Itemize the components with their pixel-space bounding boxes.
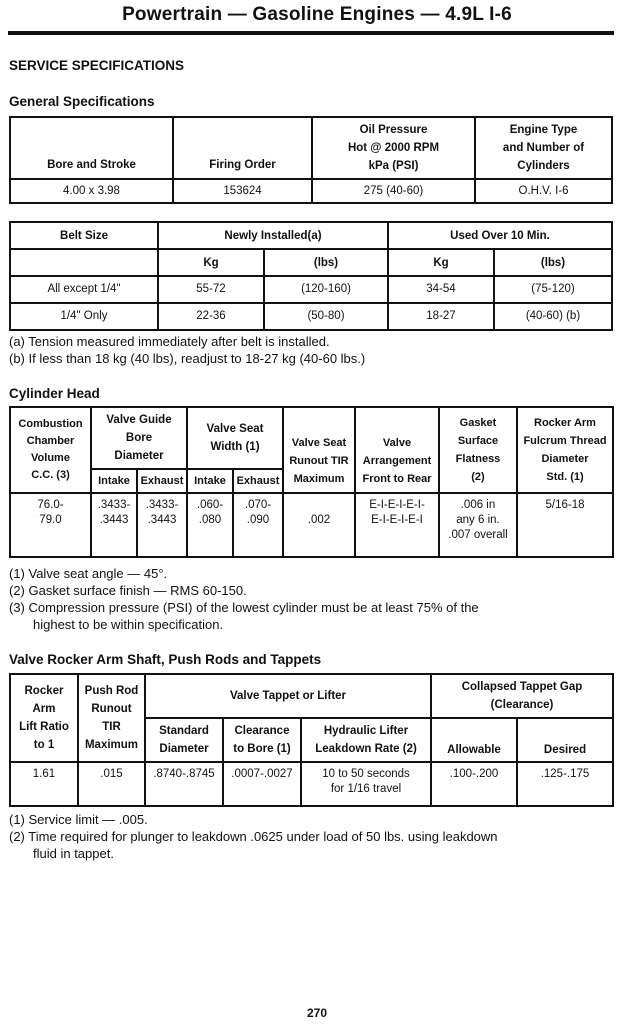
- cylinder-heading: Cylinder Head: [9, 386, 100, 401]
- header-clearance: Clearance to Bore (1): [223, 718, 301, 762]
- belt-cell: (120-160): [264, 276, 388, 303]
- belt-cell: (40-60) (b): [494, 303, 612, 330]
- page-number: 270: [306, 1006, 328, 1020]
- header-blank: [10, 249, 158, 276]
- cell-clearance: .0007-.0027: [223, 762, 301, 806]
- note-line: (2) Time required for plunger to leakdown .0625 under load of 50 lbs. using leakdown: [9, 829, 498, 844]
- header-combustion: Combustion Chamber Volume C.C. (3): [10, 407, 91, 493]
- cell-arrangement: E-I-E-I-E-I- E-I-E-I-E-I: [355, 493, 439, 557]
- cell-lift-ratio: 1.61: [10, 762, 78, 806]
- cell-engine-type: O.H.V. I-6: [475, 179, 612, 203]
- note-line: fluid in tappet.: [33, 846, 114, 861]
- cell-standard-diameter: .8740-.8745: [145, 762, 223, 806]
- cell-guide-intake: .3433- .3443: [91, 493, 137, 557]
- belt-table: [9, 221, 613, 331]
- cell-seat-exhaust: .070- .090: [233, 493, 283, 557]
- note-line: (3) Compression pressure (PSI) of the lowest cylinder must be at least 75% of the: [9, 600, 479, 615]
- cell-seat-intake: .060- .080: [187, 493, 233, 557]
- belt-cell: 22-36: [158, 303, 264, 330]
- header-firing-order: Firing Order: [173, 117, 312, 179]
- cell-firing-order: 153624: [173, 179, 312, 203]
- header-kg-new: Kg: [158, 249, 264, 276]
- cylinder-notes: [9, 565, 619, 633]
- header-desired: Desired: [517, 718, 613, 762]
- header-guide-exhaust: Exhaust: [137, 469, 187, 493]
- header-guide-intake: Intake: [91, 469, 137, 493]
- note-line: (1) Service limit — .005.: [9, 812, 148, 827]
- cell-guide-exhaust: .3433- .3443: [137, 493, 187, 557]
- header-oil-pressure: Oil Pressure Hot @ 2000 RPM kPa (PSI): [312, 117, 475, 179]
- header-runout: Valve Seat Runout TIR Maximum: [283, 407, 355, 493]
- belt-cell: 55-72: [158, 276, 264, 303]
- header-collapsed-gap: Collapsed Tappet Gap (Clearance): [431, 674, 613, 718]
- cell-combustion: 76.0- 79.0: [10, 493, 91, 557]
- note-line: (2) Gasket surface finish — RMS 60-150.: [9, 583, 247, 598]
- title-rule: [8, 31, 614, 35]
- header-lbs-used: (lbs): [494, 249, 612, 276]
- cell-runout: .002: [283, 493, 355, 557]
- belt-cell: 18-27: [388, 303, 494, 330]
- header-valve-tappet: Valve Tappet or Lifter: [145, 674, 431, 718]
- header-belt-size: Belt Size: [10, 222, 158, 249]
- cell-gasket: .006 in any 6 in. .007 overall: [439, 493, 517, 557]
- cell-push-rod: .015: [78, 762, 145, 806]
- header-standard-diameter: Standard Diameter: [145, 718, 223, 762]
- note-line: highest to be within specification.: [33, 617, 224, 632]
- note-line: (1) Valve seat angle — 45°.: [9, 566, 168, 581]
- header-valve-seat: Valve Seat Width (1): [187, 407, 283, 469]
- header-engine-type: Engine Type and Number of Cylinders: [475, 117, 612, 179]
- cell-allowable: .100-.200: [431, 762, 517, 806]
- header-seat-exhaust: Exhaust: [233, 469, 283, 493]
- header-bore-stroke: Bore and Stroke: [10, 117, 173, 179]
- header-push-rod: Push Rod Runout TIR Maximum: [78, 674, 145, 762]
- header-gasket: Gasket Surface Flatness (2): [439, 407, 517, 493]
- header-newly-installed: Newly Installed(a): [158, 222, 388, 249]
- cell-rocker-thread: 5/16-18: [517, 493, 613, 557]
- header-lift-ratio: Rocker Arm Lift Ratio to 1: [10, 674, 78, 762]
- header-kg-used: Kg: [388, 249, 494, 276]
- general-specs-table: [9, 116, 613, 204]
- rocker-notes: [9, 811, 619, 862]
- rocker-heading: Valve Rocker Arm Shaft, Push Rods and Tappets: [9, 652, 322, 667]
- belt-notes: [9, 333, 619, 367]
- header-arrangement: Valve Arrangement Front to Rear: [355, 407, 439, 493]
- note-line: (b) If less than 18 kg (40 lbs), readjust to 18-27 kg (40-60 lbs.): [9, 351, 366, 366]
- rocker-table: [9, 673, 614, 807]
- note-line: (a) Tension measured immediately after belt is installed.: [9, 334, 330, 349]
- cell-desired: .125-.175: [517, 762, 613, 806]
- header-hydraulic: Hydraulic Lifter Leakdown Rate (2): [301, 718, 431, 762]
- belt-cell: 34-54: [388, 276, 494, 303]
- section-title: SERVICE SPECIFICATIONS: [9, 58, 185, 73]
- cell-bore-stroke: 4.00 x 3.98: [10, 179, 173, 203]
- belt-row-label: 1/4" Only: [10, 303, 158, 330]
- page-title: Powertrain — Gasoline Engines — 4.9L I-6: [122, 4, 512, 25]
- belt-cell: (50-80): [264, 303, 388, 330]
- header-rocker-thread: Rocker Arm Fulcrum Thread Diameter Std. (1): [517, 407, 613, 493]
- header-used: Used Over 10 Min.: [388, 222, 612, 249]
- cell-oil-pressure: 275 (40-60): [312, 179, 475, 203]
- cylinder-head-table: [9, 406, 614, 558]
- cell-hydraulic: 10 to 50 seconds for 1/16 travel: [301, 762, 431, 806]
- header-allowable: Allowable: [431, 718, 517, 762]
- belt-cell: (75-120): [494, 276, 612, 303]
- header-valve-guide: Valve Guide Bore Diameter: [91, 407, 187, 469]
- header-seat-intake: Intake: [187, 469, 233, 493]
- general-heading: General Specifications: [9, 94, 155, 109]
- header-lbs-new: (lbs): [264, 249, 388, 276]
- belt-row-label: All except 1/4": [10, 276, 158, 303]
